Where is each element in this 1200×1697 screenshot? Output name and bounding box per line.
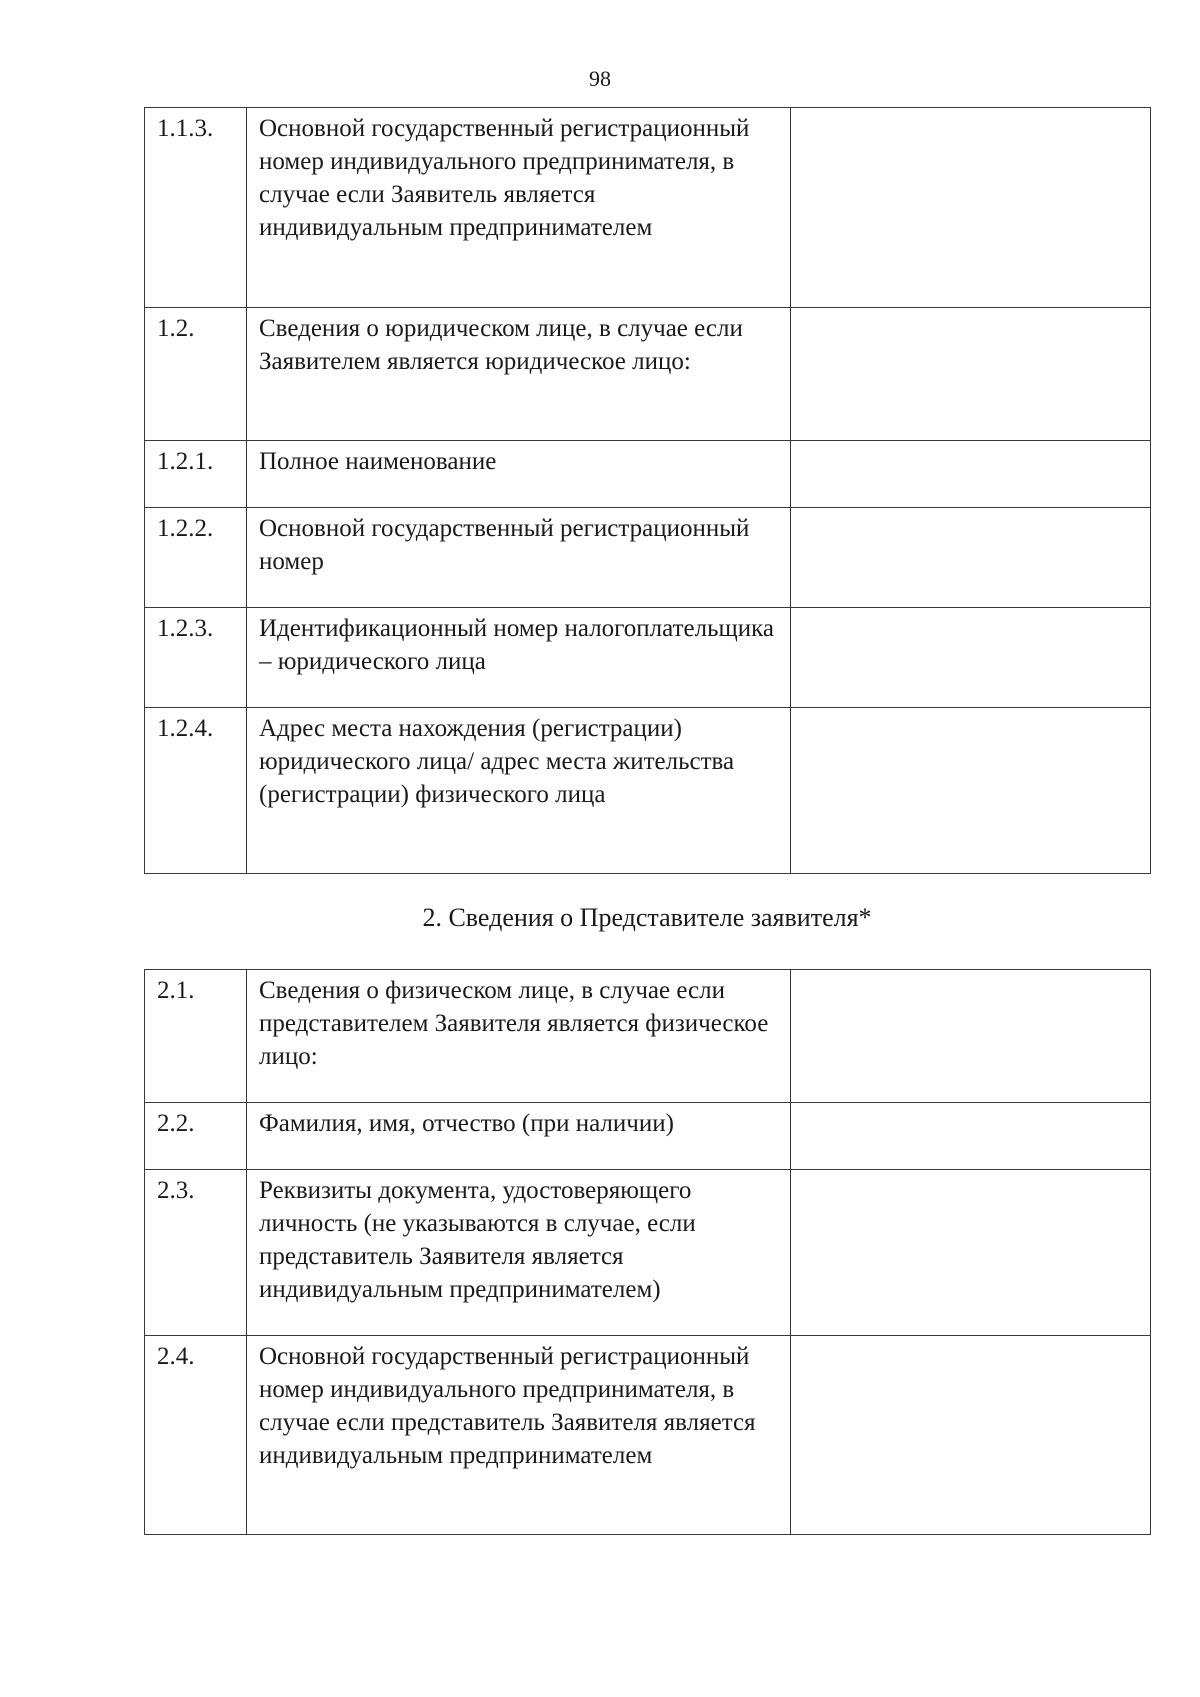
row-description: Сведения о юридическом лице, в случае если Заявителем является юридическое лицо: [247, 308, 791, 441]
row-description: Реквизиты документа, удостоверяющего личность (не указываются в случае, если представитель Заявителя является индивидуальным предпринимателем) [247, 1170, 791, 1336]
row-number: 1.1.3. [145, 108, 247, 308]
row-value-field[interactable] [791, 1336, 1151, 1535]
row-number: 2.1. [145, 970, 247, 1103]
table-row [145, 970, 1151, 1103]
row-value-field[interactable] [791, 970, 1151, 1103]
row-value-field[interactable] [791, 441, 1151, 508]
table-row [145, 1336, 1151, 1535]
row-value-field[interactable] [791, 508, 1151, 608]
row-description: Основной государственный регистрационный номер индивидуального предпринимателя, в случае если Заявитель является индивидуальным предпринимателем [247, 108, 791, 308]
row-description: Сведения о физическом лице, в случае если представителем Заявителя является физическое лицо: [247, 970, 791, 1103]
row-value-field[interactable] [791, 708, 1151, 874]
row-description: Основной государственный регистрационный номер индивидуального предпринимателя, в случае если представитель Заявителя является индивидуальным предпринимателем [247, 1336, 791, 1535]
row-number: 1.2.3. [145, 608, 247, 708]
row-description: Адрес места нахождения (регистрации) юридического лица/ адрес места жительства (регистрации) физического лица [247, 708, 791, 874]
table-row [145, 108, 1151, 308]
row-number: 2.4. [145, 1336, 247, 1535]
row-description: Идентификационный номер налогоплательщика – юридического лица [247, 608, 791, 708]
row-number: 1.2.1. [145, 441, 247, 508]
row-number: 2.2. [145, 1103, 247, 1170]
table-row [145, 708, 1151, 874]
row-number: 1.2. [145, 308, 247, 441]
table-row [145, 1103, 1151, 1170]
table-row [145, 441, 1151, 508]
table-row [145, 508, 1151, 608]
table-row [145, 608, 1151, 708]
row-number: 2.3. [145, 1170, 247, 1336]
page-number: 98 [589, 66, 611, 91]
row-value-field[interactable] [791, 1170, 1151, 1336]
row-number: 1.2.4. [145, 708, 247, 874]
row-value-field[interactable] [791, 108, 1151, 308]
row-description: Основной государственный регистрационный номер [247, 508, 791, 608]
table-row [145, 1170, 1151, 1336]
representative-info-table [144, 969, 1151, 1535]
row-description: Фамилия, имя, отчество (при наличии) [247, 1103, 791, 1170]
row-value-field[interactable] [791, 608, 1151, 708]
row-value-field[interactable] [791, 1103, 1151, 1170]
row-number: 1.2.2. [145, 508, 247, 608]
applicant-info-table [144, 107, 1151, 874]
section-heading: 2. Сведения о Представителе заявителя* [422, 903, 872, 932]
table-row [145, 308, 1151, 441]
row-description: Полное наименование [247, 441, 791, 508]
row-value-field[interactable] [791, 308, 1151, 441]
